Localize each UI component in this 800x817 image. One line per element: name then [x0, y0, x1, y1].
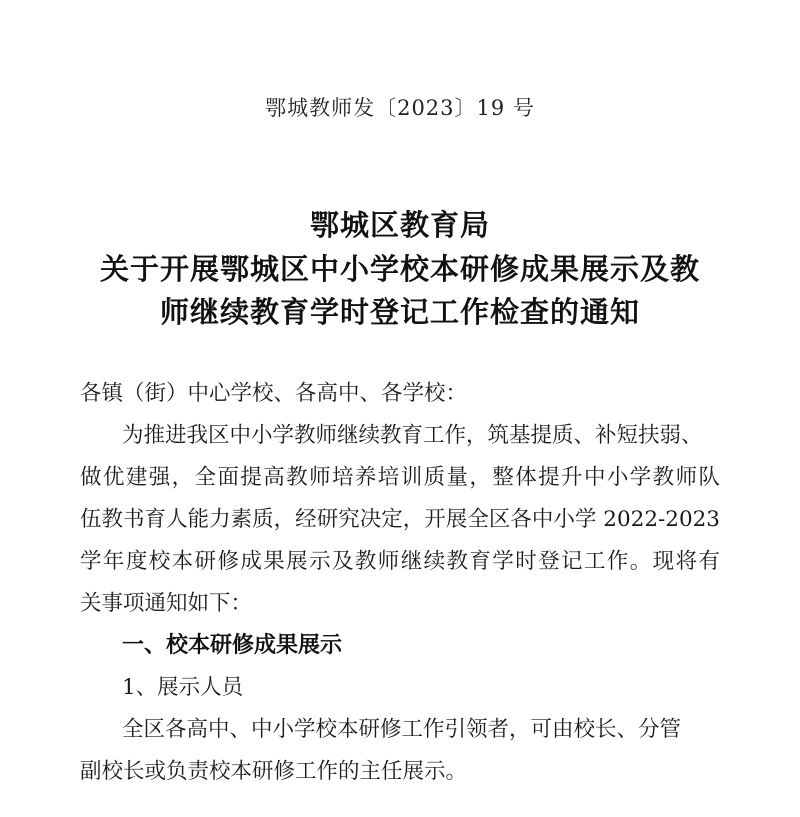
salutation: 各镇（街）中心学校、各高中、各学校： [80, 381, 468, 406]
section1-sub1-line1: 全区各高中、中小学校本研修工作引领者，可由校长、分管 [122, 717, 682, 742]
section1-heading: 一、校本研修成果展示 [122, 632, 343, 658]
section1-sub1-heading: 1、展示人员 [122, 675, 244, 700]
title-line-3: 师继续教育学时登记工作检查的通知 [159, 295, 640, 329]
body-para1-line4: 学年度校本研修成果展示及教师继续教育学时登记工作。现将有 [80, 549, 720, 574]
title-line-1: 鄂城区教育局 [309, 208, 490, 242]
body-para1-line2: 做优建强，全面提高教师培养培训质量，整体提升中小学教师队 [80, 465, 720, 490]
body-para1-line5: 关事项通知如下： [80, 591, 253, 616]
document-number: 鄂城教师发〔2023〕19 号 [265, 96, 535, 120]
title-line-2: 关于开展鄂城区中小学校本研修成果展示及教 [99, 252, 700, 286]
section1-sub1-line2: 副校长或负责校本研修工作的主任展示。 [80, 759, 468, 784]
body-para1-line3: 伍教书育人能力素质，经研究决定，开展全区各中小学 2022-2023 [80, 507, 720, 532]
body-para1-line1: 为推进我区中小学教师继续教育工作，筑基提质、补短扶弱、 [122, 423, 703, 448]
